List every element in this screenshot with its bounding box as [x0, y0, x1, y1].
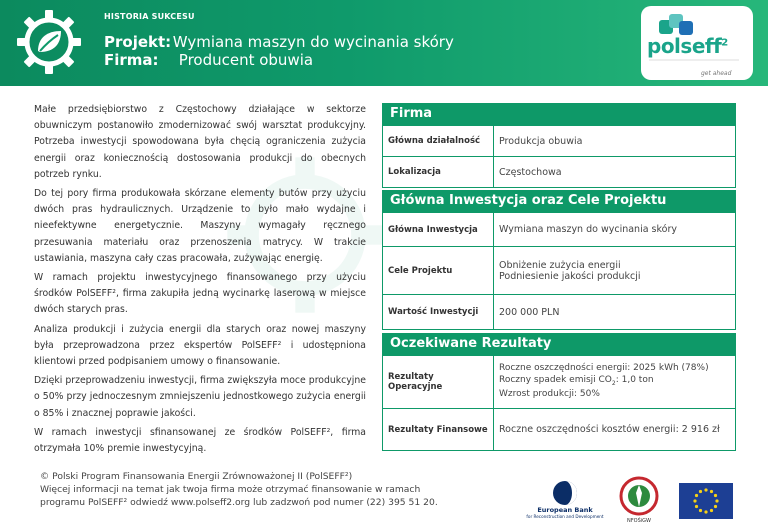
header-banner	[0, 0, 768, 86]
eu-flag-icon	[679, 483, 733, 519]
paragraph: Małe przedsiębiorstwo z Częstochowy działające w sektorze obuwniczym postanowiło zmodernizować swój warsztat produkcyjny. Potrzeba inwestycji spowodowana była chęcią ograniczenia zużycia energii oraz koniecznością dostosowania produkcji do obecnych potrzeb rynku.	[34, 104, 366, 180]
row-value: Wymiana maszyn do wycinania skóry	[494, 213, 736, 247]
nfosigw-logo	[617, 476, 661, 526]
table-row	[383, 213, 736, 247]
footer-line: © Polski Program Finansowania Energii Zrównoważonej II (PolSEFF²)	[40, 471, 353, 482]
nfosigw-name: NFOŚiGW	[627, 518, 651, 524]
investment-title: Główna Inwestycja oraz Cele Projektu	[382, 190, 736, 212]
company-label: Firma:	[104, 51, 159, 69]
logo-wordmark: polseff$^2$	[647, 34, 728, 58]
result-line: Wzrost produkcji: 50%	[499, 389, 600, 400]
footer-line: Więcej informacji na temat jak twoja firma może otrzymać finansowanie w ramach	[40, 484, 421, 495]
row-value: Produkcja obuwia	[494, 126, 736, 157]
result-line: Roczny spadek emisji $CO_2$: 1,0 ton	[499, 374, 654, 387]
project-line	[104, 33, 454, 51]
footer-text	[40, 470, 460, 509]
row-value	[494, 356, 736, 409]
nfosigw-emblem-icon	[617, 476, 661, 518]
table-row	[383, 157, 736, 188]
row-value: Roczne oszczędności kosztów energii: 2 916 zł	[494, 409, 736, 451]
row-value: Częstochowa	[494, 157, 736, 188]
project-label: Projekt:	[104, 33, 172, 51]
goal-line: Obniżenie zużycia energii	[499, 259, 621, 271]
table-row	[383, 295, 736, 330]
project-value: Wymiana maszyn do wycinania skóry	[172, 33, 454, 51]
logo-divider	[649, 58, 739, 63]
success-story-tag: HISTORIA SUKCESU	[104, 12, 195, 21]
paragraph: Do tej pory firma produkowała skórzane elementy butów przy użyciu dwóch pras hydraulicznych. Urządzenie to było mało wydajne i nieefektywne energetycznie. Maszyny wymagały ręcznego przesuwania materiału oraz przenoszenia matrycy. W trakcie ustawiania, maszyna cały czas pracowała, zużywając energię.	[34, 188, 366, 264]
row-value: 200 000 PLN	[494, 295, 736, 330]
company-line	[104, 51, 313, 69]
footer-line: programu PolSEFF² odwiedź www.polseff2.org lub zadzwoń pod numer (22) 395 51 20.	[40, 497, 438, 508]
row-key: Cele Projektu	[383, 247, 494, 295]
row-key: Rezultaty Operacyjne	[383, 356, 494, 409]
polseff-logo	[641, 6, 753, 80]
firma-title: Firma	[382, 103, 736, 125]
results-table	[382, 355, 736, 451]
row-key: Główna Inwestycja	[383, 213, 494, 247]
ebrd-emblem-icon	[552, 480, 578, 506]
paragraph: Analiza produkcji i zużycia energii dla starych oraz nowej maszyny była przeprowadzona przez ekspertów PolSEFF² i udostępniona klientowi przed podpisaniem umowy o finansowanie.	[34, 323, 366, 368]
goal-line: Podniesienie jakości produkcji	[499, 270, 641, 282]
ebrd-name: European Bank	[537, 506, 593, 514]
table-row	[383, 126, 736, 157]
table-row	[383, 409, 736, 451]
ebrd-subtitle: for Reconstruction and Development	[526, 514, 604, 519]
company-value: Producent obuwia	[178, 51, 314, 69]
table-row	[383, 356, 736, 409]
ebrd-logo	[515, 478, 615, 524]
result-line: Roczne oszczędności energii: 2025 kWh (78%)	[499, 363, 709, 374]
table-row	[383, 247, 736, 295]
results-title: Oczekiwane Rezultaty	[382, 333, 736, 355]
logo-slogan: get ahead	[701, 70, 732, 77]
investment-table	[382, 212, 736, 330]
row-key: Rezultaty Finansowe	[383, 409, 494, 451]
row-key: Główna działalność	[383, 126, 494, 157]
row-key: Wartość Inwestycji	[383, 295, 494, 330]
row-value	[494, 247, 736, 295]
paragraph: Dzięki przeprowadzeniu inwestycji, firma zwiększyła moce produkcyjne o 50% przy jednoczesnym zmniejszeniu jednostkowego zużycia energii o 85% i znacznej poprawie jakości.	[34, 375, 366, 419]
paragraph: W ramach projektu inwestycyjnego finansowanego przy użyciu środków PolSEFF², firma zakupiła jedną wycinarkę laserową w miejsce dwóch starych pras.	[34, 272, 366, 316]
firma-table	[382, 125, 736, 188]
story-text	[34, 102, 366, 460]
gear-leaf-icon	[14, 7, 84, 77]
paragraph: W ramach inwestycji sfinansowanej ze środków PolSEFF², firma otrzymała 10% premie inwestycyjną.	[34, 426, 366, 455]
row-key: Lokalizacja	[383, 157, 494, 188]
